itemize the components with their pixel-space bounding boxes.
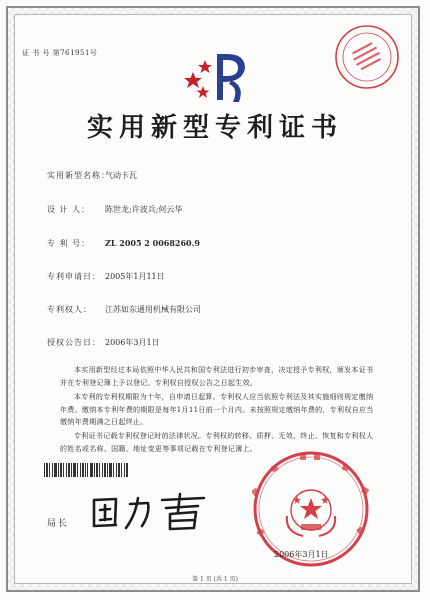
top-right-stamp-icon xyxy=(332,22,402,92)
field-value: ZL 2005 2 0068260.9 xyxy=(105,238,200,248)
patent-office-logo-icon xyxy=(173,46,263,108)
field-designers xyxy=(47,204,182,215)
director-signature-icon xyxy=(86,490,214,534)
field-value: 江苏如东通用机械有限公司 xyxy=(105,305,201,314)
field-value: 陈世龙;许波兵;何云华 xyxy=(105,205,183,214)
field-grant-date xyxy=(47,337,160,348)
field-value: 气动卡瓦 xyxy=(105,171,137,180)
body-paragraph-3: 专利证书记载专利权登记时的法律状况。专利权的转移、质押、无效、终止、恢复和专利权人的姓名或名称、国籍、地址变更等事项记载在专利登记簿上。 xyxy=(60,432,374,453)
field-label: 专 利 号： xyxy=(47,239,91,248)
field-application-date xyxy=(47,271,165,282)
field-label: 专利权人： xyxy=(47,305,92,314)
field-value: 2005年1月11日 xyxy=(105,272,165,281)
field-model-name xyxy=(47,170,137,181)
page-footer: 第 1 页 (共 1 页) xyxy=(192,576,238,583)
barcode-icon xyxy=(44,463,128,477)
certificate-number: 证 书 号 第761951号 xyxy=(22,49,98,57)
field-label: 设 计 人： xyxy=(47,205,91,214)
seal-date: 2006年3月1日 xyxy=(274,550,329,559)
field-patent-number xyxy=(47,238,200,249)
director-label: 局长 xyxy=(47,519,70,529)
body-paragraph-1: 本实用新型经过本局依照中华人民共和国专利法进行初步审查，决定授予专利权，颁发本证书并在专利登记簿上予以登记。专利权自授权公告之日起生效。 xyxy=(60,366,374,387)
body-paragraph-2: 本专利的专利权期限为十年，自申请日起算。专利权人应当依照专利法及其实施细则规定缴纳年费。缴纳本专利年费的期限是每年1月11日前一个月内。未按照规定缴纳年费的，专利权自应当缴纳年费期满之日起终止。 xyxy=(60,393,374,426)
field-patentee xyxy=(47,304,201,315)
field-label: 授权公告日： xyxy=(47,338,101,347)
field-label: 实用新型名称： xyxy=(47,171,110,180)
field-value: 2006年3月1日 xyxy=(105,338,160,347)
page-title: 实用新型专利证书 xyxy=(86,113,343,143)
field-label: 专利申请日： xyxy=(47,272,101,281)
